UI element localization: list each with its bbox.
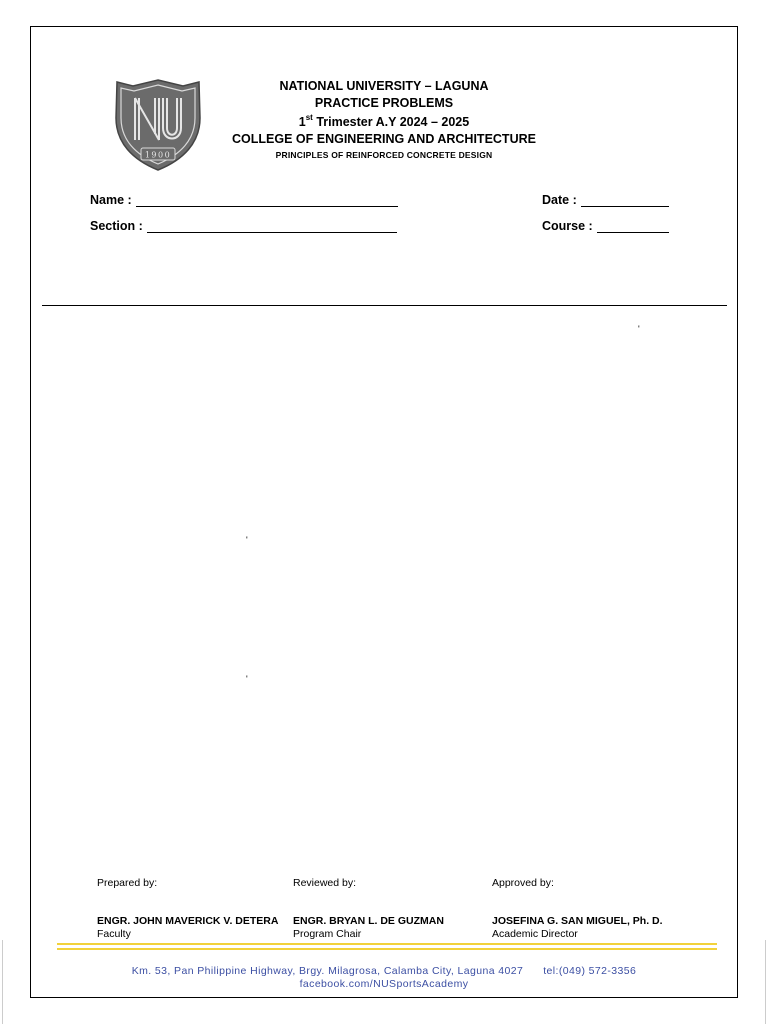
signature-name: JOSEFINA G. SAN MIGUEL, Ph. D. [492,915,663,927]
document-type: PRACTICE PROBLEMS [314,95,454,110]
signature-title: Faculty [97,928,131,940]
date-blank[interactable] [581,194,669,207]
footer-gold-rule [57,943,717,945]
signature-prepared [97,877,297,941]
signature-reviewed [293,877,493,941]
signature-approved [492,877,692,941]
footer-gold-rule [57,948,717,950]
date-field[interactable] [542,193,669,207]
signature-role: Reviewed by: [293,877,357,889]
signature-role: Prepared by: [97,877,158,889]
course-label: Course : [542,219,593,233]
signature-role: Approved by: [492,877,554,889]
document-header [184,78,584,164]
trimester-suffix: st [305,113,313,122]
signature-name: ENGR. BRYAN L. DE GUZMAN [293,915,444,927]
stray-mark: ' [638,324,640,334]
subject-name: PRINCIPLES OF REINFORCED CONCRETE DESIGN [275,150,493,161]
section-field[interactable] [90,219,397,233]
footer-address: Km. 53, Pan Philippine Highway, Brgy. Milagrosa, Calamba City, Laguna 4027 [131,965,524,977]
signature-name: ENGR. JOHN MAVERICK V. DETERA [97,915,279,927]
signature-title: Academic Director [492,928,578,940]
trimester-ordinal: 1 [298,115,306,130]
footer-contact-line [0,965,768,978]
section-blank[interactable] [147,220,397,233]
trimester-line [184,111,584,131]
college-name: COLLEGE OF ENGINEERING AND ARCHITECTURE [232,131,536,146]
course-blank[interactable] [597,220,669,233]
name-field[interactable] [90,193,398,207]
footer [0,965,768,991]
name-blank[interactable] [136,194,398,207]
signature-title: Program Chair [293,928,362,940]
footer-tel: tel:(049) 572-3356 [543,965,637,977]
course-field[interactable] [542,219,669,233]
logo-year: 1900 [144,150,172,160]
header-divider [42,305,727,306]
footer-facebook[interactable]: facebook.com/NUSportsAcademy [299,978,469,990]
university-name: NATIONAL UNIVERSITY – LAGUNA [279,79,489,93]
stray-mark: ' [246,674,248,684]
section-label: Section : [90,219,143,233]
name-label: Name : [90,193,132,207]
trimester-rest: Trimester A.Y 2024 – 2025 [312,115,470,130]
stray-mark: ' [246,535,248,545]
date-label: Date : [542,193,577,207]
